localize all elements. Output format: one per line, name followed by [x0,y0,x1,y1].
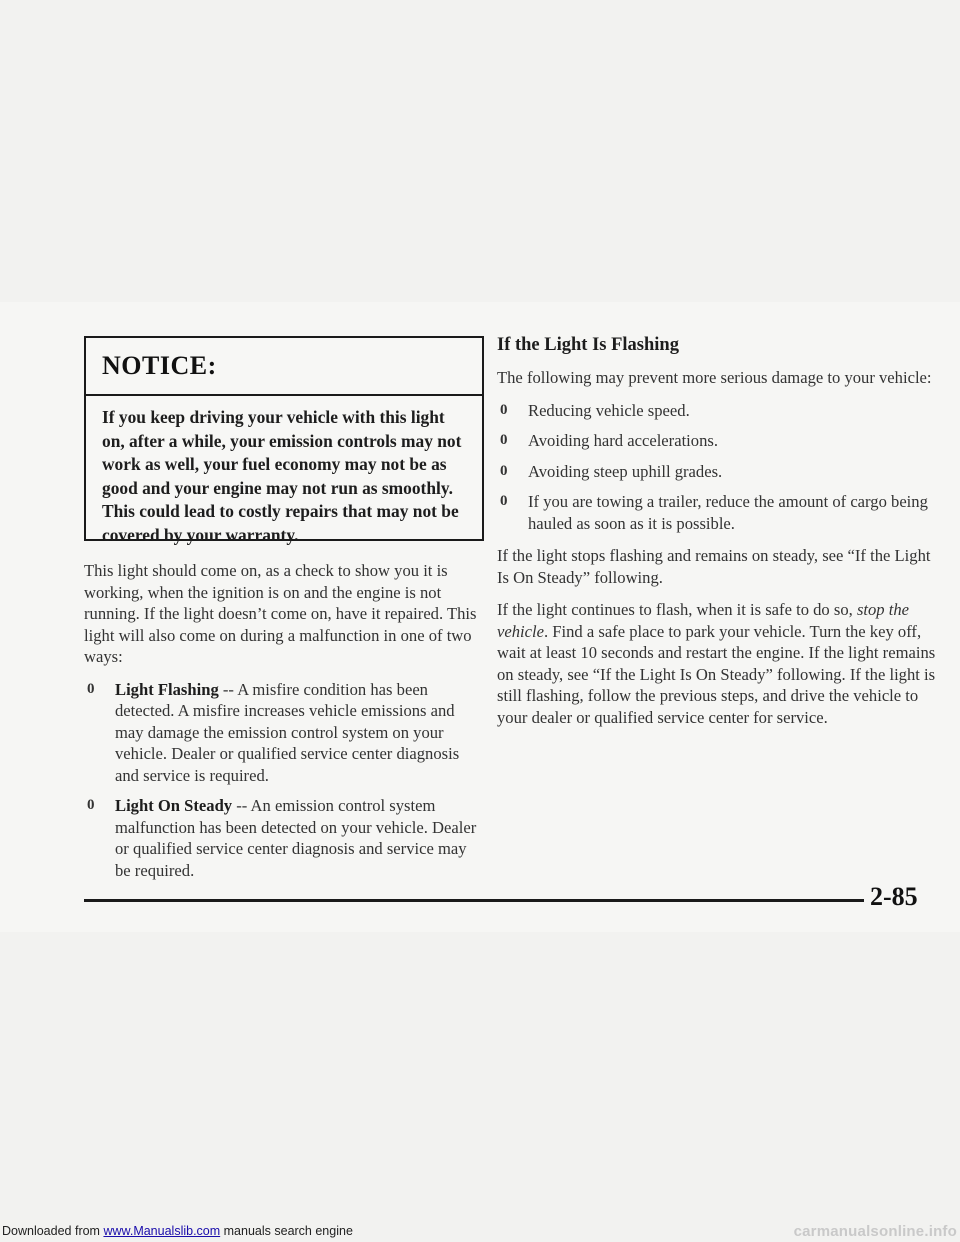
section-heading: If the Light Is Flashing [497,335,679,355]
steady-paragraph: If the light stops flashing and remains on steady, see “If the Light Is On Steady” following. [497,546,931,587]
intro-paragraph: This light should come on, as a check to show you it is working, when the ignition is on and the engine is not running. If the light doesn’t come on, have it repaired. This light will also come on during a malfunction in one of two ways: [84,561,477,666]
list-item [497,491,937,534]
bullet-marker: 0 [87,797,95,813]
notice-box [84,336,484,545]
bullet-marker: 0 [500,432,508,448]
paragraph-text: . Find a safe place to park your vehicle. Turn the key off, wait at least 10 seconds and restart the engine. If the light remains on steady, see “If the Light Is On Steady” following. If the light is still flashing, follow the previous steps, and drive the vehicle to your dealer or qualified service center for service. [497,621,936,727]
prevention-list [497,400,937,535]
item-text: Avoiding steep uphill grades. [528,461,723,481]
flash-paragraph [497,599,937,728]
item-text: Avoiding hard accelerations. [528,431,718,450]
term-separator: -- [232,796,251,815]
footer-text [2,1221,353,1242]
right-column [497,333,937,739]
footer-prefix: Downloaded from [2,1224,104,1238]
item-text: An emission control system malfunction has been detected on your vehicle. Dealer or qualified service center diagnosis and service may be required. [115,796,477,880]
list-item [497,430,937,452]
footer-rule [84,899,864,902]
page-number: 2-85 [870,882,918,911]
list-item [497,461,937,483]
notice-title: NOTICE: [102,351,217,380]
footer-suffix: manuals search engine [220,1224,353,1238]
emphasis-text: stop the vehicle [497,600,910,641]
term-light-flashing: Light Flashing [115,679,219,699]
bullet-marker: 0 [500,462,508,479]
list-item [84,795,480,881]
paragraph-text: If the light continues to flash, when it is safe to do so, [497,600,857,619]
bullet-marker: 0 [87,680,95,697]
notice-text: If you keep driving your vehicle with this light on, after a while, your emission controls may not work as well, your fuel economy may not be as good and your engine may not run as smoothly. This could lead to costly repairs that may not be covered by your warranty. [102,407,462,545]
item-text: Reducing vehicle speed. [528,400,690,420]
manualslib-link[interactable]: www.Manualslib.com [103,1224,221,1238]
term-separator: -- [218,679,238,699]
watermark-text: carmanualsonline.info [793,1223,957,1240]
item-text: A misfire condition has been detected. A misfire increases vehicle emissions and may damage the emission control system on your vehicle. Dealer or qualified service center diagnosis and service is required. [115,679,460,785]
bullet-marker: 0 [500,401,508,418]
download-footer [0,1221,960,1242]
notice-header [86,338,482,396]
term-light-on-steady: Light On Steady [115,796,233,815]
left-column [84,560,480,892]
list-item [84,679,480,787]
item-text: If you are towing a trailer, reduce the amount of cargo being hauled as soon as it is possible. [528,492,928,533]
list-item [497,400,937,422]
malfunction-list [84,679,480,882]
intro-paragraph: The following may prevent more serious damage to your vehicle: [497,368,932,387]
bullet-marker: 0 [500,493,508,509]
